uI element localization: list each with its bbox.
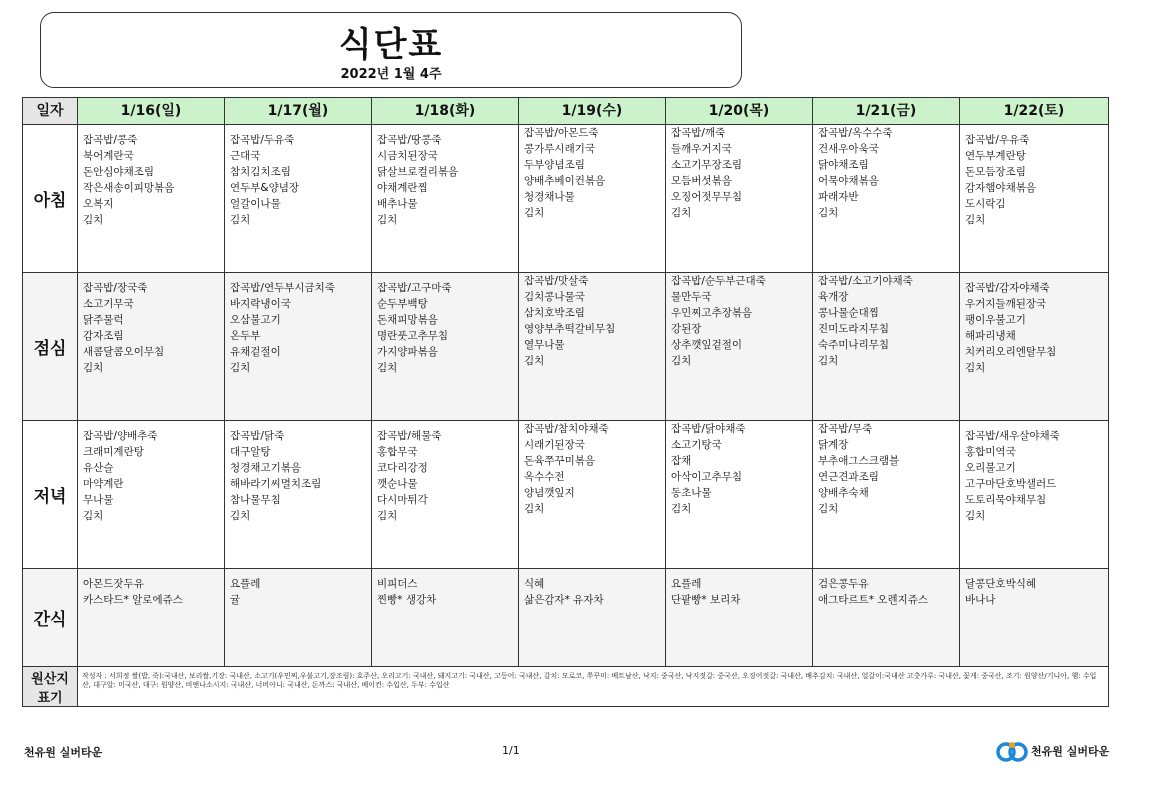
day-header: 1/20(목) [666,98,813,125]
menu-item: 잡곡밥/소고기야채죽 [818,275,913,287]
menu-item: 부추애그스크램블 [818,455,900,467]
menu-item: 동초나물 [671,487,712,499]
menu-cell [813,125,960,273]
menu-item: 홍합미역국 [965,446,1016,458]
menu-item: 삶은감자* 유자차 [524,594,604,606]
menu-item: 강된장 [671,323,702,335]
menu-item: 유산슬 [83,462,114,474]
menu-item: 콩나물순대찜 [818,307,879,319]
menu-item: 김치 [83,362,104,374]
menu-item: 명란풋고추무침 [377,330,449,342]
menu-item: 잡곡밥/고구마죽 [377,282,452,294]
menu-item: 김치 [965,510,986,522]
menu-cell [225,569,372,667]
menu-item: 김치 [965,214,986,226]
menu-item: 감자조림 [83,330,124,342]
footer-logo-text: 천유원 실버타운 [1031,745,1110,758]
menu-item: 잡곡밥/깨죽 [671,127,726,139]
menu-item: 작은새송이피망볶음 [83,182,175,194]
menu-item: 카스타드* 알로에쥬스 [83,594,183,606]
menu-item: 우거지들깨된장국 [965,298,1047,310]
menu-item: 잡곡밥/닭야채죽 [671,423,746,435]
menu-cell [225,125,372,273]
footer-logo [996,738,1116,764]
footer-page-number: 1/1 [502,744,520,757]
menu-item: 연근견과조림 [818,471,879,483]
menu-item: 새콤달콤오이무침 [83,346,165,358]
menu-cell [78,421,225,569]
menu-item: 삼치호박조림 [524,307,585,319]
menu-item: 김치 [377,214,398,226]
menu-item: 닭살브로컬리볶음 [377,166,459,178]
menu-item: 김치 [671,207,692,219]
day-header: 1/18(화) [372,98,519,125]
origin-row [23,667,1109,707]
menu-item: 해파리냉채 [965,330,1016,342]
menu-item: 크래미계란탕 [83,446,144,458]
menu-cell [813,273,960,421]
menu-item: 소고기무장조림 [671,159,743,171]
menu-item: 잡곡밥/해물죽 [377,430,442,442]
menu-item: 돈안심야채조림 [83,166,155,178]
menu-cell [666,421,813,569]
menu-item: 검은콩두유 [818,578,869,590]
meal-label: 저녁 [23,421,78,569]
menu-item: 김치 [524,207,545,219]
menu-item: 해바라기씨멸치조림 [230,478,322,490]
menu-item: 야채계란찜 [377,182,428,194]
menu-item: 잡곡밥/옥수수죽 [818,127,893,139]
menu-item: 돈채피망볶음 [377,314,438,326]
menu-item: 가지양파볶음 [377,346,438,358]
menu-item: 홍합무국 [377,446,418,458]
menu-item: 김치 [965,362,986,374]
menu-item: 온두부 [230,330,261,342]
menu-item: 들깨우거지국 [671,143,732,155]
menu-item: 단팥빵* 보리차 [671,594,741,606]
menu-cell [960,569,1109,667]
menu-item: 김치 [524,355,545,367]
menu-item: 건새우아욱국 [818,143,879,155]
menu-item: 소고기무국 [83,298,134,310]
menu-item: 닭야채조림 [818,159,869,171]
menu-item: 잡곡밥/콩죽 [83,134,138,146]
menu-item: 김치 [230,510,251,522]
origin-text: 작성자 : 서희정 쌀(밥, 죽):국내산, 보리쌀,기장: 국내산, 소고기(우민찌,우불고기,장조림): 호주산, 오리고기: 국내산, 돼지고기: 국내산, 고등어: 국내산, 갈치: 모로코, 쭈꾸미: 베트남산, 낙지: 중국산, 낙지젓갈: 중국산, 오징어젓갈: 국내산, 배추김치: 국내산, 얼갈이:국내산 고춧가루: 국내산, 꽃게: 중국산, 조기: 원양산/기니아, 햄: 수입산, 대구알: 미국산, 대구: 원양산, 비엔나소시지: 국내산, 너비아니: 국내산, 돈까스: 국내산, 베이컨: 수입산, 두부: 수입산 [78,667,1109,707]
menu-item: 북어계란국 [83,150,134,162]
menu-item: 잡곡밥/맛살죽 [524,275,589,287]
menu-item: 바지락냉이국 [230,298,291,310]
day-header: 1/22(토) [960,98,1109,125]
menu-item: 돈모듬장조림 [965,166,1026,178]
title-box [40,12,742,88]
menu-item: 숙주미나리무침 [818,339,890,351]
day-header: 1/21(금) [813,98,960,125]
menu-item: 아삭이고추무침 [671,471,743,483]
meal-label: 간식 [23,569,78,667]
menu-item: 청경채나물 [524,191,575,203]
menu-cell [372,125,519,273]
menu-item: 영양부추떡갈비무침 [524,323,616,335]
menu-item: 연두부&양념장 [230,182,300,194]
menu-item: 육개장 [818,291,849,303]
meal-row [23,421,1109,569]
menu-item: 찐빵* 생강차 [377,594,437,606]
menu-cell [519,125,666,273]
menu-item: 물만두국 [671,291,712,303]
menu-item: 요플레 [671,578,702,590]
menu-cell [813,569,960,667]
menu-item: 코다리강정 [377,462,428,474]
menu-item: 김치 [671,355,692,367]
menu-item: 오징어젓무무침 [671,191,743,203]
menu-item: 모듬버섯볶음 [671,175,732,187]
day-header: 1/19(수) [519,98,666,125]
menu-item: 고구마단호박샐러드 [965,478,1057,490]
menu-cell [666,125,813,273]
menu-item: 우민찌고추장볶음 [671,307,753,319]
origin-label: 원산지 표기 [23,667,78,707]
menu-item: 감자햄야채볶음 [965,182,1037,194]
menu-item: 연두부계란탕 [965,150,1026,162]
menu-cell [78,273,225,421]
menu-item: 잡곡밥/감자야채죽 [965,282,1050,294]
menu-item: 아몬드잣두유 [83,578,144,590]
meal-label: 점심 [23,273,78,421]
menu-item: 마약계란 [83,478,124,490]
menu-item: 잡곡밥/무죽 [818,423,873,435]
menu-item: 김치 [818,503,839,515]
menu-item: 양배추숙채 [818,487,869,499]
menu-item: 김치콩나물국 [524,291,585,303]
menu-cell [666,273,813,421]
menu-item: 김치 [818,207,839,219]
menu-item: 진미도라지무침 [818,323,890,335]
menu-item: 비피더스 [377,578,418,590]
menu-item: 무나물 [83,494,114,506]
menu-item: 김치 [83,214,104,226]
menu-item: 달콩단호박식혜 [965,578,1037,590]
menu-item: 청경채고기볶음 [230,462,302,474]
menu-item: 시래기된장국 [524,439,585,451]
menu-cell [813,421,960,569]
meal-row [23,569,1109,667]
menu-cell [519,569,666,667]
menu-item: 파래자반 [818,191,859,203]
menu-item: 대구알탕 [230,446,271,458]
menu-item: 순두부백탕 [377,298,428,310]
menu-item: 김치 [377,362,398,374]
footer-org-name: 천유원 실버타운 [24,746,103,759]
menu-item: 잡곡밥/참치야채죽 [524,423,609,435]
menu-item: 김치 [377,510,398,522]
menu-item: 귤 [230,594,241,606]
meal-row [23,125,1109,273]
menu-cell [519,273,666,421]
menu-item: 잡곡밥/땅콩죽 [377,134,442,146]
menu-item: 애그타르트* 오렌지쥬스 [818,594,929,606]
menu-item: 근대국 [230,150,261,162]
menu-item: 김치 [83,510,104,522]
day-header: 1/17(월) [225,98,372,125]
menu-item: 열무나물 [524,339,565,351]
menu-item: 참나물무침 [230,494,281,506]
header-row [23,98,1109,125]
menu-item: 유채겉절이 [230,346,281,358]
page-title: 식단표 [338,25,444,65]
menu-item: 양배추베이컨볶음 [524,175,606,187]
day-header: 1/16(일) [78,98,225,125]
menu-item: 오삼불고기 [230,314,281,326]
menu-cell [519,421,666,569]
menu-item: 잡곡밥/우유죽 [965,134,1030,146]
page-subtitle: 2022년 1월 4주 [340,67,442,82]
menu-cell [225,421,372,569]
meal-plan-table [22,97,1109,707]
menu-item: 김치 [230,362,251,374]
menu-item: 옥수수전 [524,471,565,483]
menu-item: 잡곡밥/장국죽 [83,282,148,294]
meal-label: 아침 [23,125,78,273]
menu-cell [78,569,225,667]
menu-item: 깻순나물 [377,478,418,490]
menu-cell [372,273,519,421]
menu-item: 잡곡밥/두유죽 [230,134,295,146]
menu-item: 바나나 [965,594,996,606]
menu-item: 닭주물럭 [83,314,124,326]
menu-item: 잡곡밥/순두부근대죽 [671,275,766,287]
menu-item: 얼갈이나물 [230,198,281,210]
menu-item: 잡곡밥/아몬드죽 [524,127,599,139]
menu-item: 잡곡밥/닭죽 [230,430,285,442]
menu-item: 배추나물 [377,198,418,210]
menu-item: 도시락김 [965,198,1006,210]
menu-cell [666,569,813,667]
menu-item: 오복지 [83,198,114,210]
menu-cell [372,569,519,667]
menu-item: 돈육쭈꾸미볶음 [524,455,596,467]
menu-item: 콩가루시래기국 [524,143,596,155]
menu-item: 양념깻잎지 [524,487,575,499]
menu-cell [78,125,225,273]
menu-item: 김치 [818,355,839,367]
menu-cell [372,421,519,569]
menu-cell [960,421,1109,569]
menu-item: 김치 [671,503,692,515]
menu-item: 닭계장 [818,439,849,451]
menu-item: 김치 [524,503,545,515]
menu-item: 소고기탕국 [671,439,722,451]
menu-cell [225,273,372,421]
menu-item: 상추깻잎겉절이 [671,339,743,351]
menu-item: 잡곡밥/연두부시금치죽 [230,282,335,294]
menu-item: 시금치된장국 [377,150,438,162]
menu-item: 식혜 [524,578,545,590]
menu-item: 잡곡밥/양배추죽 [83,430,158,442]
menu-item: 잡곡밥/새우살야채죽 [965,430,1060,442]
menu-item: 도토리묵야채무침 [965,494,1047,506]
menu-item: 어묵야채볶음 [818,175,879,187]
menu-item: 오리불고기 [965,462,1016,474]
logo-icon [996,740,1028,762]
meal-row [23,273,1109,421]
menu-item: 김치 [230,214,251,226]
date-column-label: 일자 [23,98,78,125]
menu-item: 다시마튀각 [377,494,428,506]
menu-cell [960,273,1109,421]
menu-item: 두부양념조림 [524,159,585,171]
menu-item: 잡채 [671,455,692,467]
menu-item: 팽이우불고기 [965,314,1026,326]
menu-item: 요플레 [230,578,261,590]
menu-item: 참치김치조림 [230,166,291,178]
menu-cell [960,125,1109,273]
menu-item: 치커리오리엔탈무침 [965,346,1057,358]
